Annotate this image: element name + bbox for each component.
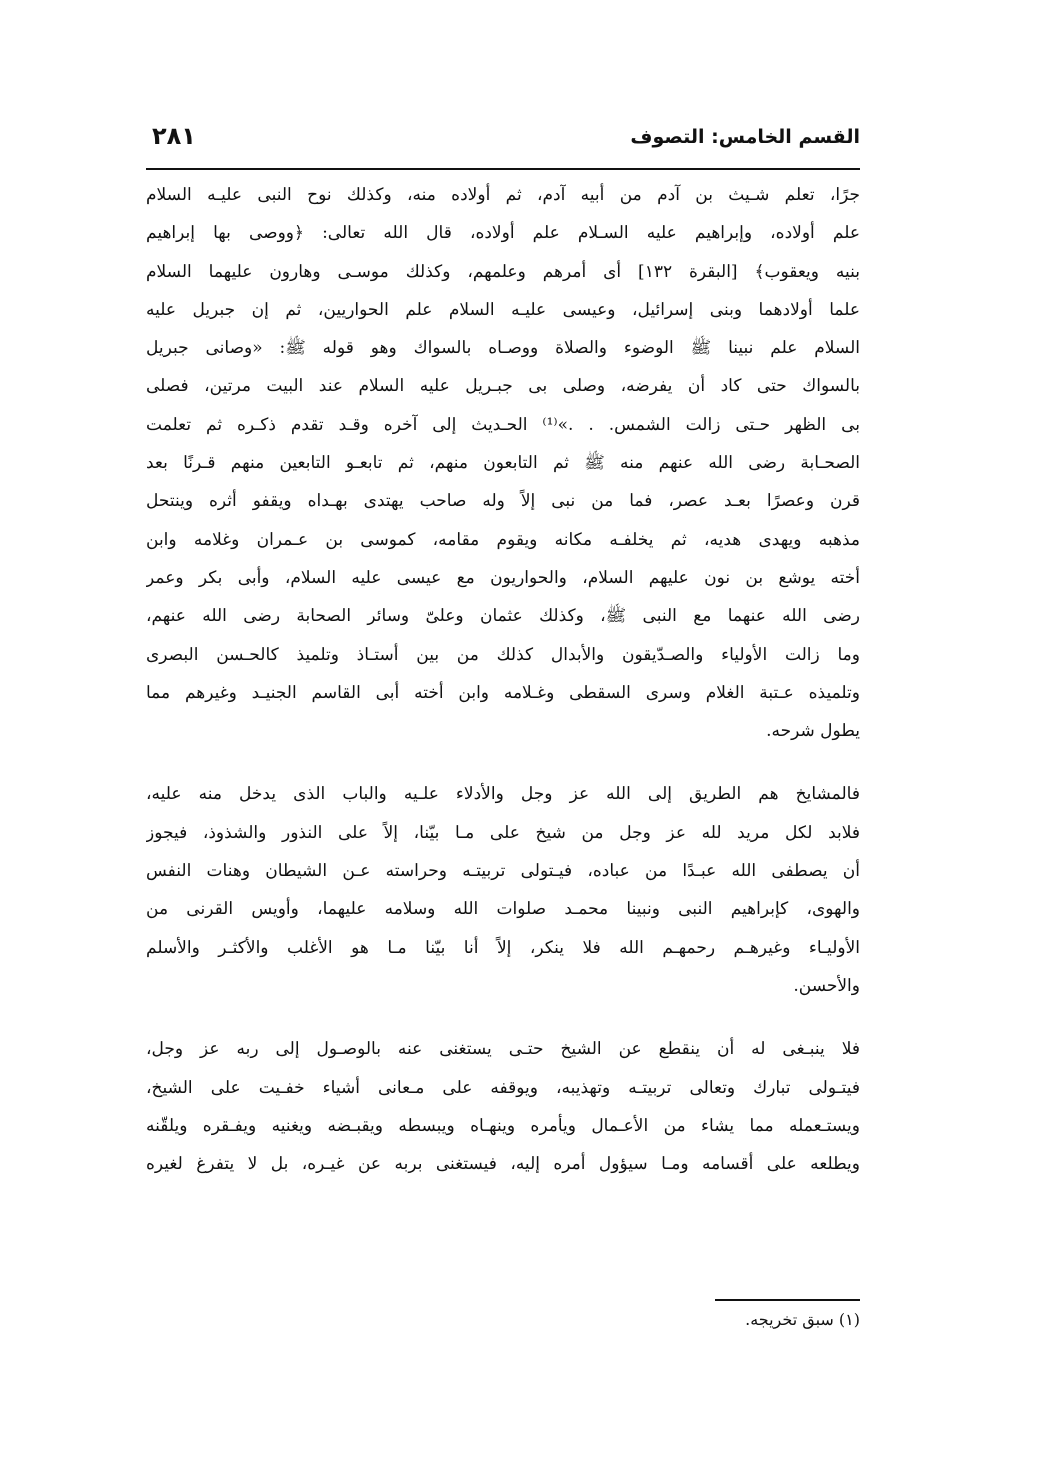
text-line: بالسواك حتى كاد أن يفرضه، وصلى بى جبـريل عليه السلام عند البيت مرتين، فصلى bbox=[146, 376, 860, 397]
text-line: فالمشايخ هم الطريق إلى الله عز وجل والأدلاء علـيه والباب الذى يدخل منه عليه، bbox=[146, 784, 860, 805]
text-line: قرن وعصرًا بعـد عصر، فما من نبى إلاً وله صاحب يهتدى بهـداه ويقفو أثره وينتحل bbox=[146, 491, 860, 512]
text-line: مذهبه ويهدى هديه، ثم يخلفـه مكانه ويقوم مقامه، كموسى بن عـمران وغلامه وابن bbox=[146, 529, 860, 550]
text-line: علم أولاده، وإبراهيم عليه السـلام علم أولاده، قال الله تعالى: ﴿ووصى بها إبراهيم bbox=[146, 223, 860, 244]
text-line: فلا ينبـغى له أن ينقطع عن الشيخ حتـى يستغنى عنه بالوصـول إلى ربه عز وجل، bbox=[146, 1039, 860, 1060]
text-line: الصحـابة رضى الله عنهم منه ﷺ ثم التابعون منهم، ثم تابعـو التابعين منهم قـرنًا بعد bbox=[146, 453, 860, 474]
text-line: فلابد لكل مريد لله عز وجل من شيخ على مـا بيّنا، إلاً على النذور والشذوذ، فيجوز bbox=[146, 822, 860, 843]
text-line: والأحسن. bbox=[793, 975, 860, 996]
footnote-rule bbox=[715, 1299, 860, 1301]
text-line: ويستـعمله مما يشاء من الأعـمال ويأمره وينهـاه ويبسطه ويقبـضه ويغنيه ويفـقره ويلقّنه bbox=[146, 1115, 860, 1136]
paragraph-gap bbox=[146, 1005, 860, 1030]
text-line: جرًا، تعلم شـيث بن آدم من أبيه آدم، ثم أولاده منه، وكذلك نوح النبى عليـه السلام bbox=[146, 185, 860, 205]
running-head: القسم الخامس: التصوف bbox=[630, 126, 860, 148]
page-number: ٢٨١ bbox=[152, 122, 196, 150]
text-line: بى الظهر حـتى زالت الشمس. . .»⁽¹⁾ الحـديث إلى آخره وقـد تقدم ذكـره ثم تعلمت bbox=[146, 414, 860, 435]
paragraph-gap bbox=[146, 750, 860, 775]
text-line: فيتـولى تبارك وتعالى تربيتـه وتهذيبه، ويوقفه على مـعانى أشياء خفـيت على الشيخ، bbox=[146, 1077, 860, 1098]
text-line: وما زالت الأولياء والصـدّيقون والأبدال كذلك من بين أستـاذ وتلميذ كالحـسن البصرى bbox=[146, 644, 860, 665]
text-line: وتلميذه عـتبة الغلام وسرى السقطى وغـلامه وابن أخته أبى القاسم الجنيـد وغيرهم مما bbox=[146, 682, 860, 703]
text-line: علما أولادهما وبنى إسرائيل، وعيسى عليـه السلام علم الحواريين، ثم إن جبريل عليه bbox=[146, 299, 860, 320]
text-line: أن يصطفى الله عبـدًا من عباده، فيـتولى تربيتـه وحراسته عـن الشيطان وهنات النفس bbox=[146, 861, 860, 882]
text-line: بنيه ويعقوب﴾ [البقرة ١٣٢] أى أمرهم وعلمهم، وكذلك موسـى وهارون عليهما السلام bbox=[146, 261, 860, 282]
page-header bbox=[146, 122, 860, 160]
text-line: أخته يوشع بن نون عليهم السلام، والحواريون مع عيسى عليه السلام، وأبى بكر وعمر bbox=[146, 567, 860, 588]
text-line: يطول شرحه. bbox=[766, 721, 860, 742]
footnote: (١) سبق تخريجه. bbox=[745, 1310, 860, 1329]
text-line: والهوى، كإبراهيم النبى ونبينا محمـد صلوات الله وسلامه عليهما، وأويس القرنى من bbox=[146, 899, 860, 920]
text-line: رضى الله عنهما مع النبى ﷺ، وكذلك عثمان وعلىّ وسائر الصحابة رضى الله عنهم، bbox=[146, 606, 860, 627]
header-rule bbox=[146, 168, 860, 170]
text-line: ويطلعه على أقسامه ومـا سيؤول أمره إليه، فيستغنى بربه عن غيـره، بل لا يتفرغ لغيره bbox=[146, 1154, 860, 1175]
text-line: الأوليـاء وغيرهـم رحمهـم الله فلا ينكر، إلاً أنا بيّنا مـا هو الأغلب والأكثـر والأسلم bbox=[146, 937, 860, 958]
text-line: السلام علم نبينا ﷺ الوضوء والصلاة ووصـاه بالسواك وهو قوله ﷺ: «وصانى جبريل bbox=[146, 338, 860, 359]
body-text bbox=[146, 176, 860, 1183]
